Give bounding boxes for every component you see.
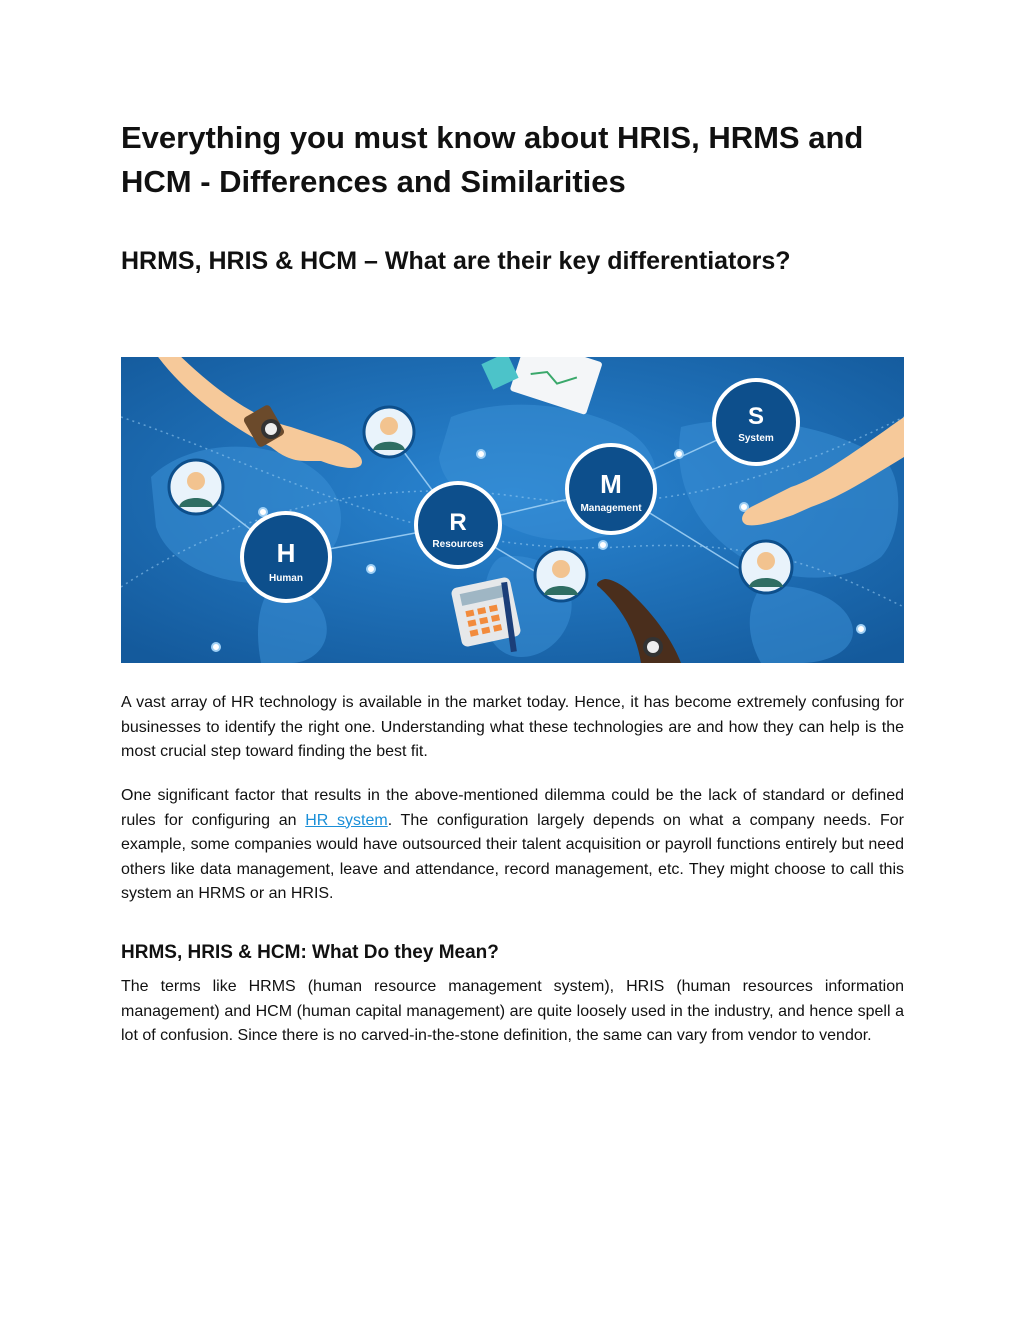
intro-paragraph: A vast array of HR technology is available in the market today. Hence, it has become extremely confusing for businesses to identify the right one. Understanding what these technologies are and how they can help is the most crucial step toward finding the best fit.	[121, 694, 904, 760]
node-management-letter: M	[600, 469, 622, 499]
node-resources	[416, 483, 500, 567]
person-avatar-icon	[364, 407, 414, 457]
person-avatar-icon	[535, 549, 587, 601]
definitions-paragraph: The terms like HRMS (human resource management system), HRIS (human resources information management) and HCM (human capital management) are quite loosely used in the industry, and hence spell a lot of confusion. Since there is no carved-in-the-stone definition, the same can vary from vendor to vendor.	[121, 978, 904, 1044]
person-avatar-icon	[169, 460, 223, 514]
article-subtitle: HRMS, HRIS & HCM – What are their key differentiators?	[121, 247, 791, 275]
node-system-word: System	[738, 433, 774, 444]
person-avatar-icon	[740, 541, 792, 593]
configuration-paragraph	[121, 784, 904, 907]
node-system	[714, 380, 798, 464]
hero-illustration	[121, 357, 904, 663]
node-human-word: Human	[269, 573, 303, 584]
node-resources-letter: R	[449, 509, 467, 536]
node-management	[567, 445, 655, 533]
paragraph-text: . The configuration largely depends on what a company needs. For example, some companies would have outsourced their talent acquisition or payroll functions entirely but need others like data management, leave and attendance, record management, etc. They might choose to call this system an HRMS or an HRIS.	[121, 811, 904, 902]
node-management-word: Management	[580, 503, 642, 514]
node-human-letter: H	[276, 538, 296, 568]
paragraph-text: One significant factor that results in the above-mentioned dilemma could be the lack of standard or defined rules for configuring an	[121, 787, 904, 829]
node-human	[242, 513, 330, 601]
hr-system-link[interactable]: HR system	[305, 811, 388, 829]
node-system-letter: S	[747, 403, 765, 430]
section-heading: HRMS, HRIS & HCM: What Do they Mean?	[121, 942, 499, 963]
page-title: Everything you must know about HRIS, HRMS and HCM - Differences and Similarities	[121, 120, 864, 199]
node-resources-word: Resources	[432, 539, 484, 550]
